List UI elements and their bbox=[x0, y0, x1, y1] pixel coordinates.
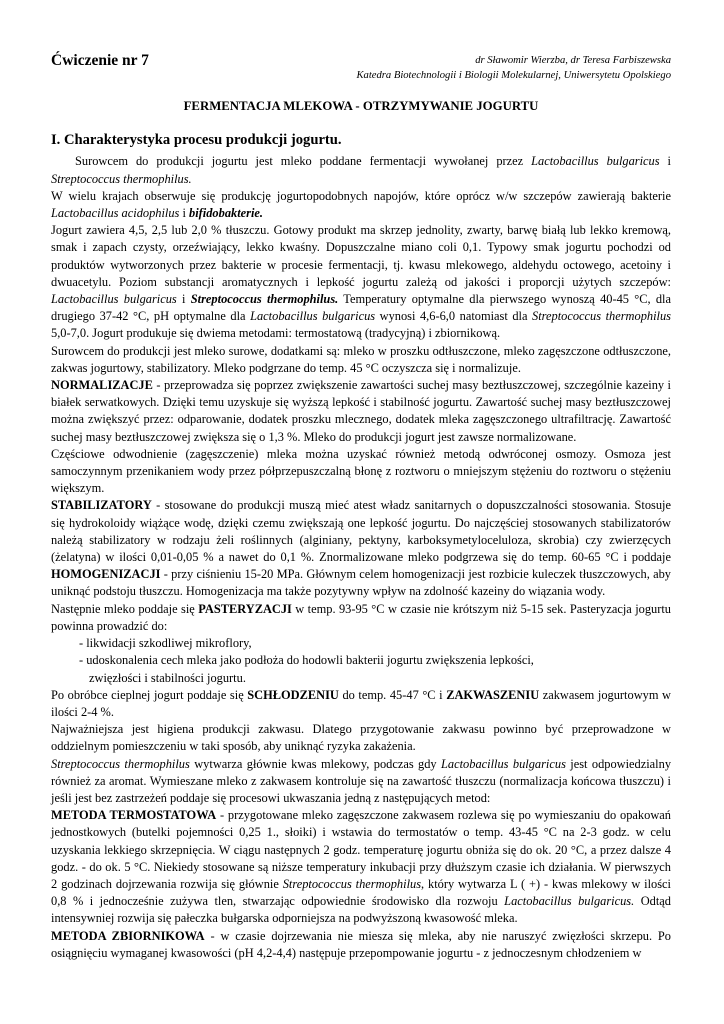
authors-names: dr Sławomir Wierzba, dr Teresa Farbiszewska bbox=[475, 55, 671, 66]
text-run: wytwarza głównie kwas mlekowy, podczas gdy bbox=[189, 756, 442, 771]
paragraph-cooling bbox=[51, 687, 671, 721]
text-run: Następnie mleko poddaje się bbox=[51, 601, 199, 616]
exercise-title: Ćwiczenie nr 7 bbox=[51, 52, 149, 69]
species-name: Streptococcus thermophilus bbox=[51, 756, 190, 771]
paragraph-raw-material bbox=[51, 153, 671, 187]
text-run: Jogurt zawiera 4,5, 2,5 lub 2,0 % tłuszczu. Gotowy produkt ma skrzep jednolity, zwarty, barwę białą lub lekko kremową, smak i zapach czysty, orzeźwiający, lekko kwaśny. Dopuszczalne miano coli 0,1. Typowy smak jogurtu pochodzi od produktów wytworzonych przez bakterie w procesie fermentacji, tj. kwasu mlekowego, aldehydu octowego, acetoiny i dwuacetylu. Poziom substancji aromatycznych i lepkość jogurtu zależą od jakości i proporcji użytych szczepów: bbox=[51, 223, 671, 289]
paragraph-pasteurization bbox=[51, 601, 671, 635]
term-heading: STABILIZATORY bbox=[51, 498, 152, 513]
text-run: - przygotowane mleko zagęszczone zakwasem rozlewa się po wymieszaniu do opakowań jednostkowych (butelki pojemności 0,25 1., słoiki) i wstawia do termostatów o temp. 43-45 °C na 2-3 godz. w celu uzyskania lekkiego skrzepnięcia. W ciągu następnych 2 godz. temperaturę jogurtu obniża się do ok. 20 °C, a przez dalsze 4 godz. - do ok. 5 °C. Niekiedy stosowane są niższe temperatury inkubacji przy dłuższym czasie ich działania. W pierwszych 2 godzinach dojrzewania rozwija się głównie bbox=[51, 808, 671, 891]
text-run: - przeprowadza się poprzez zwiększenie zawartości suchej masy beztłuszczowej, szczególnie kazeiny i białek serwatkowych. Dzięki temu uzyskuje się wyższą lepkość i stabilność jogurtu. Zawartość suchej masy beztłuszczowej można zwiększyć przez: odparowanie, dodatek proszku mlecznego, dodatek mleka zagęszczonego ultrafiltrację. Zawartość suchej masy beztłuszczowej zwiększa się o 1,3 %. Mleko do produkcji jogurt jest zawsze normalizowane. bbox=[51, 378, 671, 444]
term-heading: SCHŁODZENIU bbox=[247, 687, 339, 702]
term-heading: PASTERYZACJI bbox=[198, 601, 292, 616]
species-name: Streptococcus thermophilus. bbox=[51, 171, 192, 186]
paragraph-tank-method bbox=[51, 928, 671, 962]
text-run: i bbox=[176, 292, 191, 307]
section-heading-text: I. Charakterystyka procesu produkcji jogurtu bbox=[51, 132, 338, 149]
species-name: Lactobacillus bulgaricus bbox=[531, 154, 660, 169]
term-heading: METODA TERMOSTATOWA bbox=[51, 808, 217, 823]
species-name: Lactobacillus bulgaricus bbox=[250, 309, 376, 324]
text-run: wynosi 4,6-6,0 natomiast dla bbox=[375, 309, 533, 324]
text-run: do temp. 45-47 °C i bbox=[338, 687, 447, 702]
paragraph-ingredients: Surowcem do produkcji jest mleko surowe, dodatkami są: mleko w proszku odtłuszczone, mleko zagęszczone odtłuszczone, zakwas jogurtowy, stabilizatory. Mleko podgrzane do temp. 45 °C oczyszcza się i normalizuje. bbox=[51, 343, 671, 375]
text-run: jest odpowiedzialny również za aromat. Wymieszane mleko z zakwasem kontroluje się na zawartość tłuszczu (normalizacja końcowa tłuszczu) i jeśli jest bez zastrzeżeń poddaje się procesowi ukwaszania jedną z następujących metod: bbox=[51, 756, 672, 805]
species-name: Lactobacillus bulgaricus bbox=[51, 292, 177, 307]
species-name: bifidobakterie. bbox=[189, 206, 264, 221]
term-heading: METODA ZBIORNIKOWA bbox=[51, 928, 205, 943]
species-name: Streptococcus thermophilus bbox=[282, 876, 422, 891]
text-run: w temp. 93-95 °C w czasie nie krótszym niż 5-15 sek. Pasteryzacja jogurtu powinna prowadzić do: bbox=[51, 601, 671, 633]
text-run: 5,0-7,0. Jogurt produkuje się dwiema metodami: termostatową (tradycyjną) i zbiornikową. bbox=[51, 326, 501, 341]
text-run: W wielu krajach obserwuje się produkcję jogurtopodobnych napojów, które oprócz w/w szczepów zawierają bakterie bbox=[51, 188, 671, 203]
paragraph-other-strains bbox=[51, 188, 671, 222]
paragraph-hygiene: Najważniejsza jest higiena produkcji zakwasu. Dlatego przygotowanie zakwasu powinno być przeprowadzone w oddzielnym pomieszczeniu w taki sposób, aby uniknąć ryzyka zakażenia. bbox=[51, 722, 671, 754]
term-heading: ZAKWASZENIU bbox=[446, 687, 540, 702]
paragraph-osmosis: Częściowe odwodnienie (zagęszczenie) mleka można uzyskać również metodą odwróconej osmozy. Osmoza jest samoczynnym przenikaniem wody przez półprzepuszczalną błonę z roztworu o mniejszym stężeniu do roztworu o stężeniu większym. bbox=[51, 446, 671, 496]
paragraph-stabilizers bbox=[51, 497, 671, 600]
list-item: - udoskonalenia cech mleka jako podłoża do hodowli bakterii jogurtu zwiększenia lepkości, bbox=[79, 653, 534, 668]
section-heading-dot: . bbox=[337, 132, 342, 149]
species-name: Streptococcus thermophilus bbox=[532, 309, 671, 324]
species-name: Lactobacillus bulgaricus. bbox=[504, 894, 635, 909]
text-run: zakwasem jogurtowym w ilości 2-4 %. bbox=[51, 687, 672, 719]
text-run: - przy ciśnieniu 15-20 MPa. Głównym celem homogenizacji jest rozbicie kuleczek tłuszczowych, aby uniknąć podstoju tłuszczu. Homogenizacja ma także pozytywny wpływ na zdolność kazeiny do wiązania wody. bbox=[51, 567, 671, 599]
paragraph-normalization bbox=[51, 377, 671, 446]
term-heading: HOMOGENIZACJI bbox=[51, 567, 161, 582]
text-run: Surowcem do produkcji jogurtu jest mleko poddane fermentacji wywołanej przez bbox=[75, 154, 532, 169]
text-run: - stosowane do produkcji muszą mieć atest władz sanitarnych o dopuszczalności stosowania. Stosuje się hydrokoloidy wiążące wodę, dzięki czemu zwiększają one lepkość jogurtu. Do najczęściej stosowanych stabilizatorów należą stabilizatory w rodzaju żeli roślinnych (alginiany, pektyny, karboksymetyloceluloza, skrobia) czy zwierzęcych (żelatyna) w ilości 0,01-0,05 % a nawet do 0,1 %. Znormalizowane mleko podgrzewa się do temp. 60-65 °C i poddaje bbox=[51, 498, 671, 565]
paragraph-aroma bbox=[51, 756, 671, 808]
paragraph-thermostat-method bbox=[51, 807, 671, 927]
text-run: Odtąd intensywniej rozwija się pałeczka bułgarska odporniejsza na podwyższoną kwasowość mleka. bbox=[51, 894, 671, 926]
authors-affiliation: Katedra Biotechnologii i Biologii Molekularnej, Uniwersytetu Opolskiego bbox=[356, 69, 671, 81]
text-run: i bbox=[659, 154, 671, 169]
text-run: , który wytwarza L ( +) - kwas mlekowy w ilości 0,8 % i jednocześnie zużywa tlen, stwarzając odpowiednie środowisko dla rozwoju bbox=[51, 876, 671, 909]
text-run: - w czasie dojrzewania nie miesza się mleka, aby nie naruszyć zwięzłości skrzepu. Po osiągnięciu wymaganej kwasowości (pH 4,2-4,4) następuje przepompowanie jogurtu - z jednoczesnym chłodzeniem w bbox=[51, 928, 671, 960]
authors-block bbox=[356, 54, 671, 83]
species-name: Streptococcus thermophilus. bbox=[190, 292, 339, 307]
list-item-continuation: zwięzłości i stabilności jogurtu. bbox=[89, 670, 246, 685]
section-heading bbox=[51, 132, 671, 149]
species-name: Lactobacillus bulgaricus bbox=[441, 756, 566, 771]
document-title: FERMENTACJA MLEKOWA - OTRZYMYWANIE JOGURTU bbox=[183, 99, 539, 113]
paragraph-yogurt-properties bbox=[51, 222, 671, 342]
pasteurization-goals-list bbox=[51, 635, 671, 687]
page-header bbox=[51, 52, 671, 98]
species-name: Lactobacillus acidophilus bbox=[51, 206, 180, 221]
list-item: - likwidacji szkodliwej mikroflory, bbox=[79, 636, 252, 651]
text-run: Po obróbce cieplnej jogurt poddaje się bbox=[51, 687, 248, 702]
document-page bbox=[51, 52, 671, 962]
text-run: i bbox=[179, 206, 190, 221]
term-heading: NORMALIZACJE bbox=[51, 378, 153, 393]
text-run: Temperatury optymalne dla pierwszego wynoszą 40-45 °C, dla drugiego 37-42 °C, pH optymalne dla bbox=[51, 292, 672, 324]
